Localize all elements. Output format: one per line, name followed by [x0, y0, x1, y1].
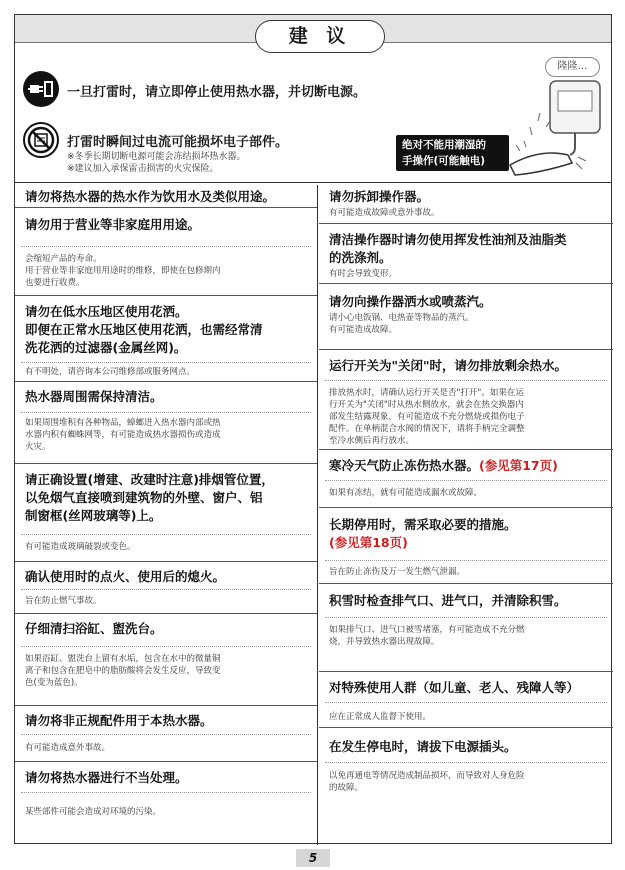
advice-item — [15, 761, 317, 845]
advice-title: 请勿在低水压地区使用花洒。 — [25, 304, 188, 319]
unplug-icon — [23, 71, 59, 107]
advice-title: 请勿将热水器的热水作为饮用水及类似用途。 — [25, 189, 276, 204]
freeze-note: ※冬季长期切断电源可能会冻结损坏热水器。 — [67, 152, 246, 162]
advice-desc: 部发生结露现象，有可能造成不充分燃烧或损伤电子 — [329, 412, 525, 422]
advice-title: 长期停用时，需采取必要的措施。 — [329, 517, 517, 532]
advice-title: 请勿拆卸操作器。 — [329, 189, 430, 204]
advice-desc: 行开关为"关闭"时从热水侧放水，就会在热交换器内 — [329, 400, 524, 410]
right-column — [319, 185, 613, 845]
advice-title — [329, 457, 558, 474]
advice-desc: 有可能造成故障或意外事故。 — [329, 208, 440, 218]
advice-desc: 如果浴缸、盥洗台上留有水垢，包含在水中的微量铜 — [25, 654, 221, 664]
advice-title: 热水器周围需保持清洁。 — [25, 389, 163, 404]
wet-hands-illustration — [390, 53, 605, 178]
advice-item — [319, 283, 613, 349]
advice-desc: 以免再通电等情况造成制品损坏，而导致对人身危险 — [329, 771, 525, 781]
advice-item — [15, 381, 317, 463]
advice-item — [15, 463, 317, 561]
advice-title: 运行开关为"关闭"时，请勿排放剩余热水。 — [329, 358, 568, 373]
page-reference-link[interactable]: (参见第17页) — [479, 458, 558, 473]
advice-item — [15, 705, 317, 761]
lightning-warning-section — [15, 43, 611, 183]
advice-desc: 烧，并导致热水器出现故障。 — [329, 637, 440, 647]
advice-title: 清洁操作器时请勿使用挥发性油剂及油脂类 — [329, 232, 567, 247]
advice-desc: 请小心电饭锅、电热壶等物品的蒸汽。 — [329, 313, 474, 323]
wet-hands-warning — [396, 135, 509, 171]
advice-desc: 有时会导致变形。 — [329, 269, 398, 279]
page-frame — [14, 14, 612, 844]
page-number: 5 — [296, 849, 330, 867]
surge-warning-text: 打雷时瞬间过电流可能损坏电子部件。 — [67, 135, 289, 150]
advice-desc: 排放热水时，请确认运行开关是否"打开"。如果在运 — [329, 388, 524, 398]
advice-item — [319, 507, 613, 583]
advice-desc: 色(变为蓝色)。 — [25, 678, 83, 688]
advice-desc: 也要进行收费。 — [25, 278, 85, 288]
advice-desc: 配件。在单柄混合水阀的情况下，请将手柄完全调整 — [329, 424, 525, 434]
left-column — [15, 185, 318, 845]
advice-desc: 有可能造成意外事故。 — [25, 743, 111, 753]
page-title: 建 议 — [255, 20, 385, 53]
page-reference-link[interactable]: (参见第18页) — [329, 535, 408, 550]
advice-title: 确认使用时的点火、使用后的熄火。 — [25, 569, 226, 584]
advice-title: 积雪时检查排气口、进气口，并清除积雪。 — [329, 593, 567, 608]
advice-title: 在发生停电时，请拔下电源插头。 — [329, 739, 517, 754]
advice-item — [319, 727, 613, 845]
no-electronics-icon — [23, 122, 59, 158]
advice-item — [15, 185, 317, 207]
advice-item — [319, 671, 613, 727]
advice-item — [319, 185, 613, 223]
advice-desc: 旨在防止冻伤及万一发生燃气泄漏。 — [329, 567, 466, 577]
advice-desc: 有不明处，请咨询本公司维修部或服务网点。 — [25, 367, 196, 377]
wet-hands-warning-line: 绝对不能用潮湿的 — [402, 139, 486, 151]
advice-desc: 应在正常成人监督下使用。 — [329, 712, 432, 722]
advice-item — [15, 295, 317, 381]
advice-title: 对特殊使用人群（如儿童、老人、残障人等） — [329, 680, 580, 695]
advice-desc: 有可能造成故障。 — [329, 325, 398, 335]
advice-title: 洗花洒的过滤器(金属丝网)。 — [25, 340, 187, 355]
advice-desc: 某些部件可能会造成对环境的污染。 — [25, 807, 162, 817]
advice-desc: 水器内积有蜘蛛网等，有可能造成热水器损伤或造成 — [25, 430, 221, 440]
advice-desc: 会缩短产品的寿命。 — [25, 254, 102, 264]
thunder-bubble: 隆隆… — [545, 57, 600, 77]
advice-item — [319, 449, 613, 507]
advice-desc: 如果排气口、进气口被雪堵塞，有可能造成不充分燃 — [329, 625, 525, 635]
advice-desc: 有可能造成玻璃破裂或变色。 — [25, 542, 136, 552]
advice-title: 的洗涤剂。 — [329, 250, 392, 265]
advice-title: 制窗框(丝网玻璃等)上。 — [25, 508, 162, 523]
advice-title: 请勿用于营业等非家庭用用途。 — [25, 217, 201, 232]
advice-item — [319, 223, 613, 283]
advice-item — [15, 561, 317, 613]
advice-title: 以免烟气直接喷到建筑物的外壁、窗户、铝 — [25, 490, 263, 505]
advice-item — [15, 613, 317, 705]
advice-item — [15, 207, 317, 295]
advice-desc: 至冷水侧后再行放水。 — [329, 436, 415, 446]
advice-title: 即便在正常水压地区使用花洒，也需经常清 — [25, 322, 263, 337]
advice-title: 请正确设置(增建、改建时注意)排烟管位置， — [25, 472, 274, 487]
advice-title: 请勿向操作器洒水或喷蒸汽。 — [329, 294, 492, 309]
insurance-note: ※建议加入承保雷击损害的火灾保险。 — [67, 164, 219, 174]
advice-desc: 用于营业等非家庭用用途时的维修，即使在包修期内 — [25, 266, 221, 276]
advice-desc: 如果周围堆积有各种物品，蟑螂进入热水器内部或热 — [25, 418, 221, 428]
advice-item — [319, 349, 613, 449]
lightning-warning-text: 一旦打雷时，请立即停止使用热水器，并切断电源。 — [67, 85, 367, 100]
wet-hands-warning-line: 手操作(可能触电) — [402, 155, 486, 167]
advice-title-text: 寒冷天气防止冻伤热水器。 — [329, 458, 480, 473]
advice-desc: 离子和包含在肥皂中的脂肪酸将会发生反应，导致变 — [25, 666, 221, 676]
advice-title: 请勿将非正规配件用于本热水器。 — [25, 713, 213, 728]
advice-desc: 旨在防止燃气事故。 — [25, 596, 102, 606]
advice-desc: 如果有冻结，就有可能造成漏水或故障。 — [329, 488, 483, 498]
advice-desc: 的故障。 — [329, 783, 364, 793]
advice-desc: 火灾。 — [25, 442, 51, 452]
advice-item — [319, 583, 613, 671]
advice-columns — [15, 185, 611, 845]
advice-title: 请勿将热水器进行不当处理。 — [25, 770, 188, 785]
advice-title: 仔细清扫浴缸、盥洗台。 — [25, 621, 163, 636]
